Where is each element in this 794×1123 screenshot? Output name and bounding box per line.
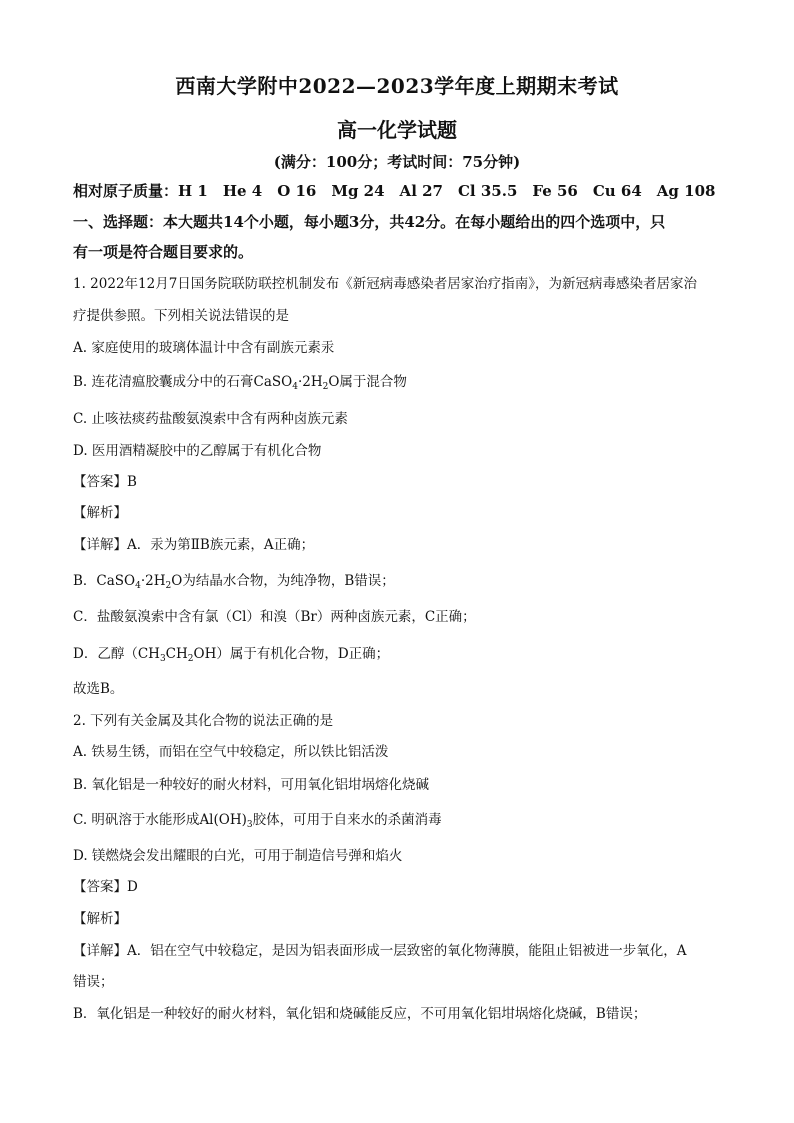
formula-part: CaSO (253, 374, 293, 390)
q2-detail-a-line1: 【详解】A．铝在空气中较稳定，是因为铝表面形成一层致密的氧化物薄膜，能阻止铝被进一步氧化，A (73, 943, 687, 959)
atomic-mass-line: 相对原子质量：H 1 He 4 O 16 Mg 24 Al 27 Cl 35.5 Fe 56 Cu 64 Ag 108 (73, 182, 716, 200)
exam-title: 西南大学附中2022—2023学年度上期期末考试 (175, 74, 619, 98)
section-heading-line1: 一、选择题：本大题共14个小题，每小题3分，共42分。在每小题给出的四个选项中，只 (73, 213, 666, 231)
q1-option-d: D. 医用酒精凝胶中的乙醇属于有机化合物 (73, 443, 322, 459)
formula-part: Al(OH) (199, 812, 247, 828)
q1-conclusion: 故选B。 (73, 681, 124, 697)
q1-detail-a: 【详解】A．汞为第ⅡB族元素，A正确； (73, 537, 315, 553)
formula-subscript: 4 (135, 581, 141, 591)
formula-part: O (171, 573, 183, 589)
formula-part: ·2H (140, 573, 166, 589)
q2-option-c-suffix: 胶体，可用于自来水的杀菌消毒 (252, 812, 442, 828)
q1-answer: 【答案】B (73, 474, 137, 490)
q2-option-d: D. 镁燃烧会发出耀眼的白光，可用于制造信号弹和焰火 (73, 848, 403, 864)
q2-stem: 2. 下列有关金属及其化合物的说法正确的是 (73, 713, 334, 729)
q2-option-c (73, 810, 733, 835)
exam-subtitle: 高一化学试题 (337, 118, 457, 142)
q2-option-b: B. 氧化铝是一种较好的耐火材料，可用氧化铝坩埚熔化烧碱 (73, 777, 430, 793)
q1-detail-c: C．盐酸氨溴索中含有氯（Cl）和溴（Br）两种卤族元素，C正确； (73, 609, 476, 625)
formula-part: ·2H (297, 374, 323, 390)
q1-detail-b-formula (96, 573, 182, 589)
q2-option-a: A. 铁易生锈，而铝在空气中较稳定，所以铁比铝活泼 (73, 744, 389, 760)
score-info: (满分：100分；考试时间：75分钟) (273, 153, 521, 171)
q2-option-c-prefix: C. 明矾溶于水能形成 (73, 812, 200, 828)
q1-stem-line2: 疗提供参照。下列相关说法错误的是 (73, 308, 289, 324)
q1-detail-b-suffix: 为结晶水合物，为纯净物，B错误； (182, 573, 395, 589)
q1-detail-b (73, 571, 733, 596)
q1-detail-d (73, 644, 733, 669)
q2-answer: 【答案】D (73, 879, 138, 895)
q2-option-c-formula (199, 812, 252, 828)
formula-subscript: 3 (246, 820, 253, 830)
q1-option-b (73, 372, 733, 397)
formula-subscript: 3 (159, 654, 166, 664)
q2-detail-b: B．氧化铝是一种较好的耐火材料，氧化铝和烧碱能反应，不可用氧化铝坩埚熔化烧碱，B错误； (73, 1006, 647, 1022)
q1-option-c: C. 止咳祛痰药盐酸氨溴索中含有两种卤族元素 (73, 411, 348, 427)
formula-subscript: 4 (292, 382, 298, 392)
q1-option-b-suffix: 属于混合物 (339, 374, 407, 390)
q1-option-a: A. 家庭使用的玻璃体温计中含有副族元素汞 (73, 340, 335, 356)
q1-detail-b-prefix: B． (73, 573, 97, 589)
q1-option-b-prefix: B. 连花清瘟胶囊成分中的石膏 (73, 374, 254, 390)
formula-part: O (328, 374, 340, 390)
q1-detail-d-suffix: OH）属于有机化合物，D正确； (193, 646, 390, 662)
formula-subscript: 2 (187, 654, 194, 664)
q1-stem-line1: 1. 2022年12月7日国务院联防联控机制发布《新冠病毒感染者居家治疗指南》，为新冠病毒感染者居家治 (73, 276, 698, 292)
formula-part: CH (165, 646, 188, 662)
q1-analysis-label: 【解析】 (73, 505, 127, 521)
q1-option-b-formula (254, 374, 340, 390)
q1-detail-d-prefix: D．乙醇（CH (73, 646, 160, 662)
formula-part: CaSO (96, 573, 136, 589)
q2-analysis-label: 【解析】 (73, 911, 127, 927)
formula-subscript: 2 (165, 581, 172, 591)
q2-detail-a-line2: 错误； (73, 974, 114, 990)
formula-subscript: 2 (322, 382, 329, 392)
section-heading-line2: 有一项是符合题目要求的。 (73, 243, 254, 261)
